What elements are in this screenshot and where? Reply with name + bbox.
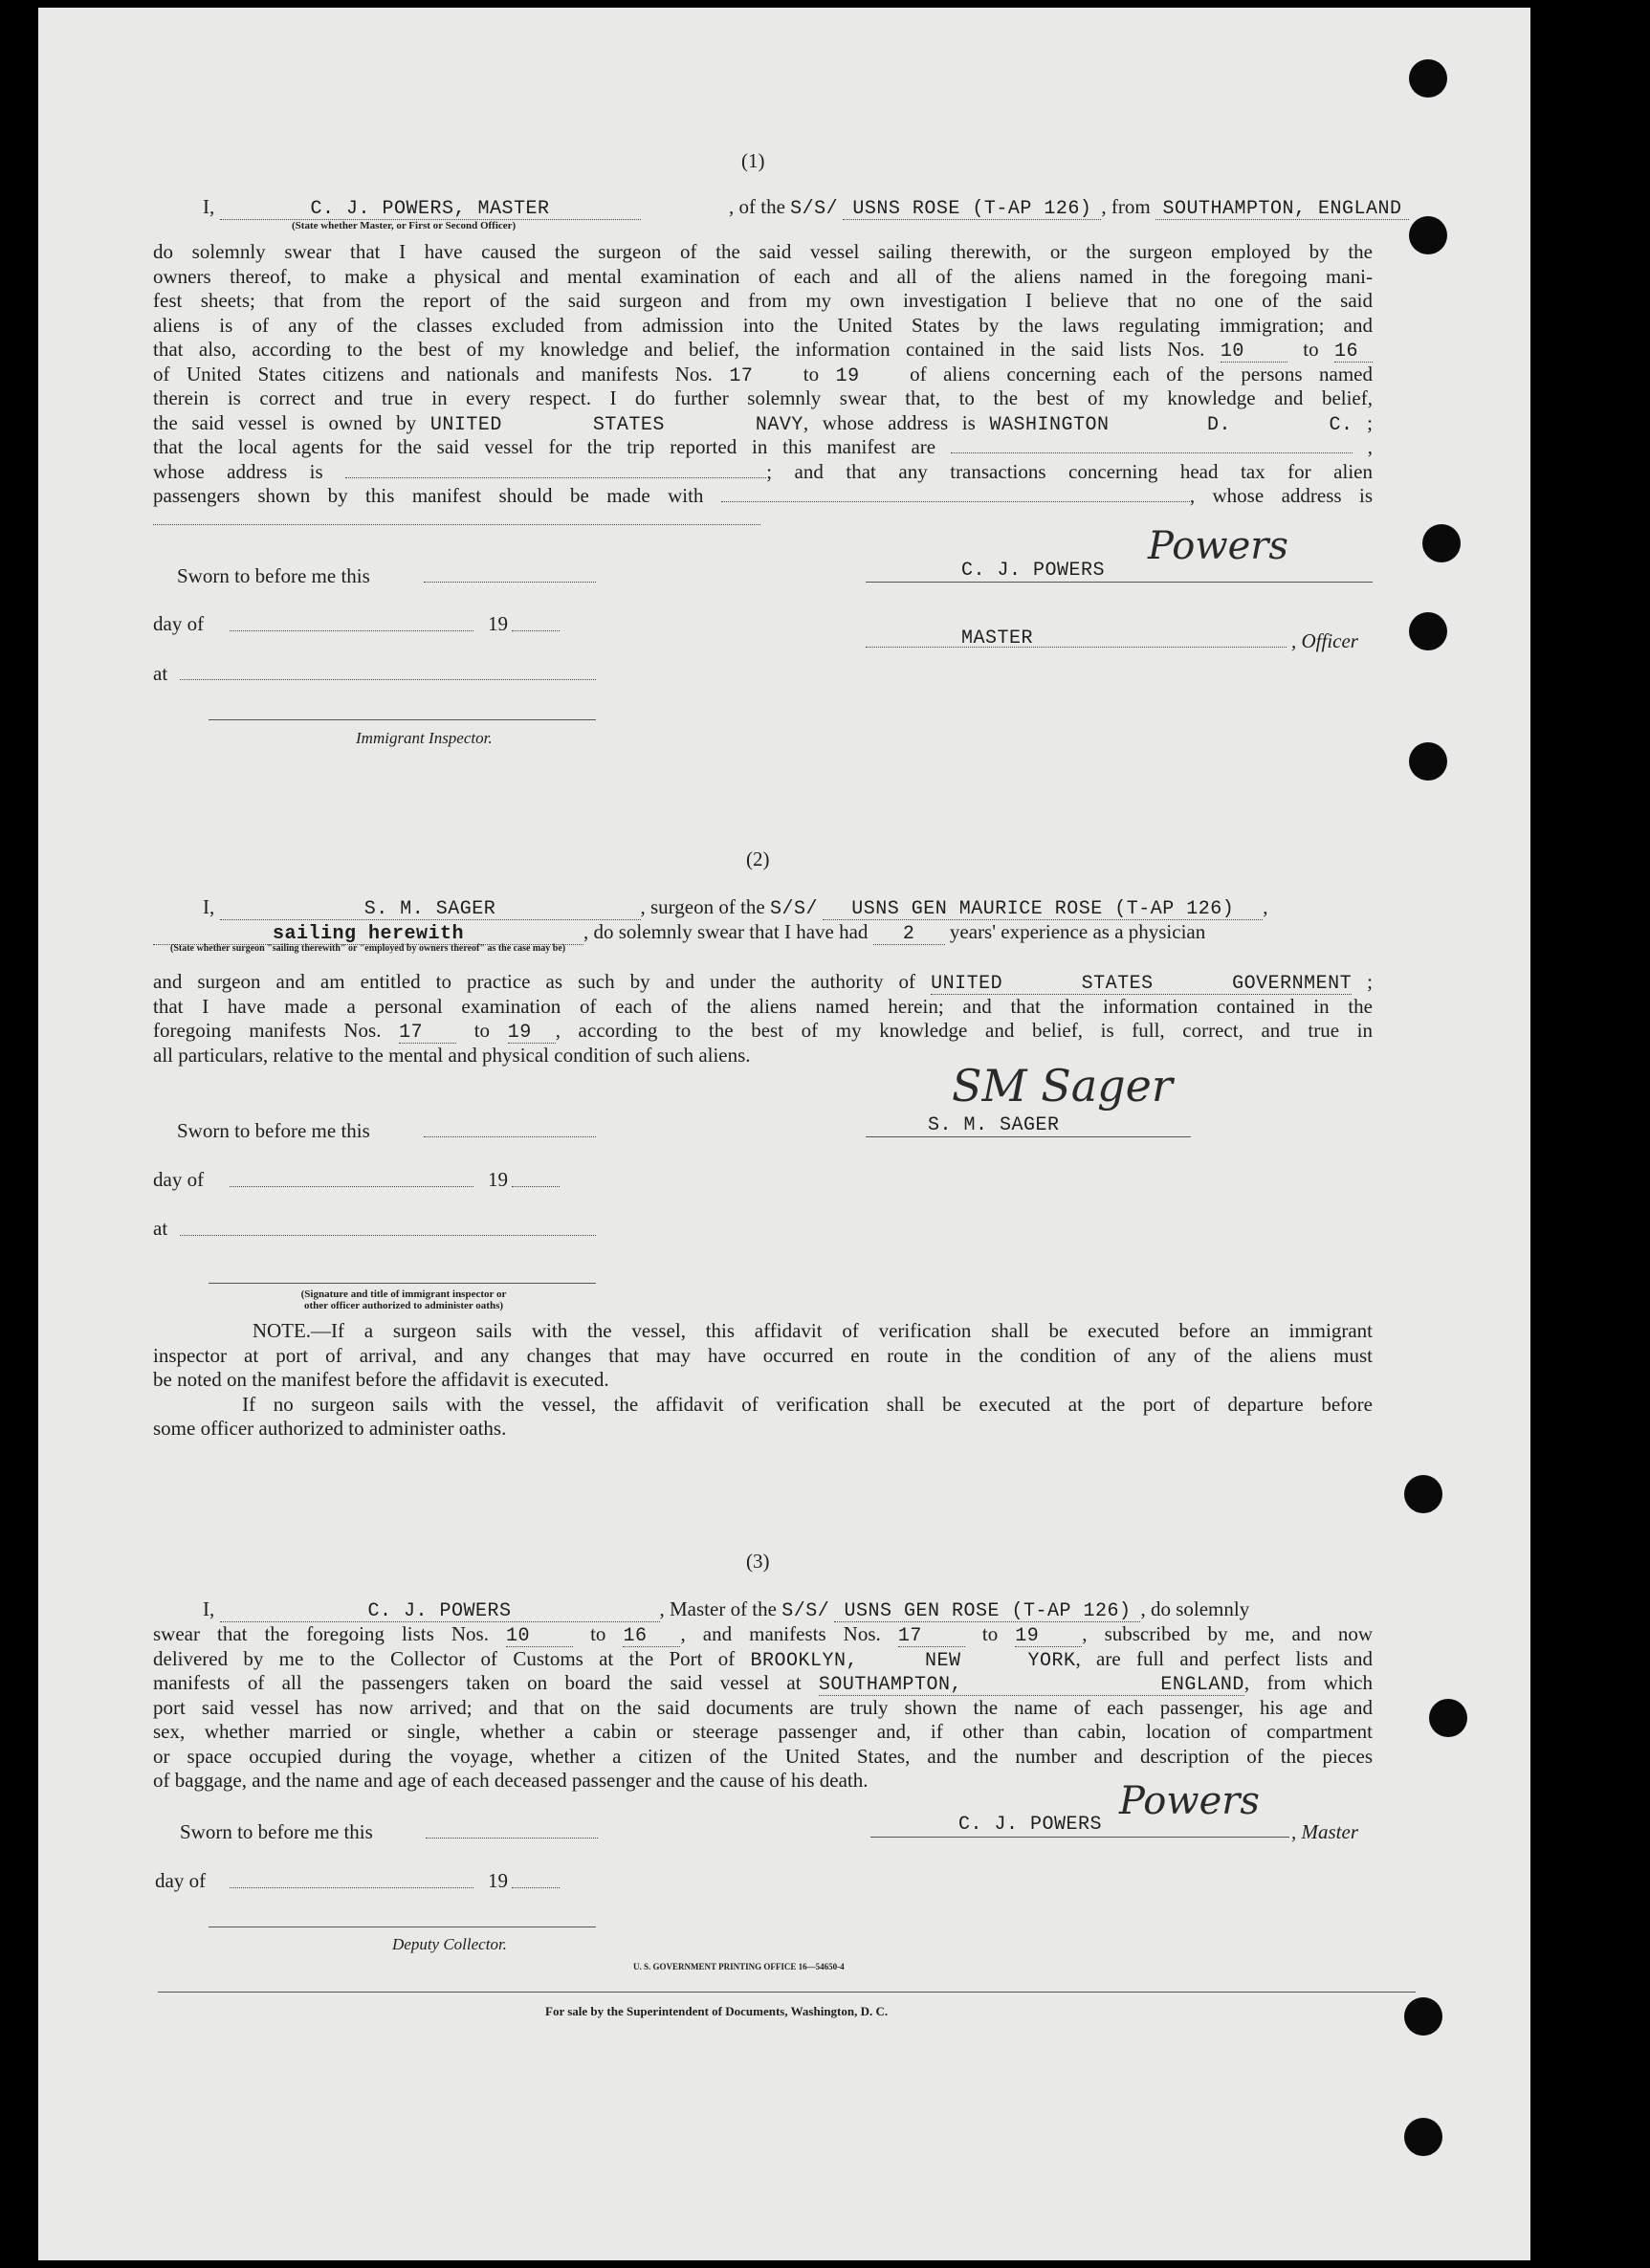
master-name: C. J. POWERS, MASTER xyxy=(220,200,641,220)
binder-hole xyxy=(1429,1699,1467,1737)
surgeon-oath-text: and surgeon and am entitled to practice as such by and under the authority of UNITED STATES GOVERNMENT ; that I have made a personal examination of each of the aliens named herein; and that the information contained in the foregoing manifests Nos. 17 to 19 , according to the best of my knowledge and belief, is full, correct, and true in all particulars, relative to the mental and physical condition of such aliens. xyxy=(153,970,1373,1067)
manifest-from: 17 xyxy=(898,1627,965,1647)
vessel-name: USNS ROSE (T-AP 126) xyxy=(843,200,1101,220)
embark-port: SOUTHAMPTON, ENGLAND xyxy=(818,1674,1244,1696)
lists-to: 16 xyxy=(623,1627,680,1647)
oath-line: I, C. J. POWERS, MASTER xyxy=(203,195,641,220)
binder-hole xyxy=(1404,1997,1442,2036)
manifest-from: 17 xyxy=(399,1024,456,1044)
inspector-label: Immigrant Inspector. xyxy=(356,729,493,747)
binder-hole xyxy=(1409,59,1447,98)
departure-port: SOUTHAMPTON, ENGLAND xyxy=(1155,200,1409,220)
surgeon-signature: SM Sager xyxy=(952,1060,1173,1112)
manifest-to: 19 xyxy=(508,1024,556,1044)
collector-oath-line: I, C. J. POWERS , Master of the S/S/ USNS GEN ROSE (T-AP 126) , do solemnly xyxy=(203,1597,1250,1622)
vessel-owner: UNITED STATES NAVY xyxy=(429,413,803,435)
day-label: day of xyxy=(153,1168,205,1191)
lists-from: 10 xyxy=(506,1627,573,1647)
section-number: (1) xyxy=(741,149,765,172)
master-signer: C. J. POWERS xyxy=(958,1814,1103,1836)
manifest-page xyxy=(38,8,1530,2260)
vessel-name: USNS GEN ROSE (T-AP 126) xyxy=(834,1602,1140,1622)
master-name: C. J. POWERS xyxy=(220,1602,660,1622)
master-rank: MASTER xyxy=(961,628,1034,650)
binder-hole xyxy=(1409,612,1447,650)
arrival-port: BROOKLYN, NEW YORK xyxy=(750,1649,1076,1671)
sailing-status: sailing herewith xyxy=(153,925,583,945)
manifest-to: 19 xyxy=(1015,1627,1082,1647)
owner-address: WASHINGTON D. C. xyxy=(989,413,1353,435)
blank-rule xyxy=(153,524,760,525)
day-label: day of xyxy=(155,1869,207,1892)
sailing-line: sailing herewith , do solemnly swear that I have had 2 years' experience as a physician xyxy=(153,920,1205,945)
vessel-name: USNS GEN MAURICE ROSE (T-AP 126) xyxy=(823,900,1263,920)
binder-hole xyxy=(1404,1475,1442,1513)
vessel-prefix: S/S/ xyxy=(790,198,839,220)
binder-hole xyxy=(1404,2118,1442,2156)
sailing-caption: (State whether surgeon "sailing therewith" or "employed by owners thereof" as the case may be) xyxy=(170,943,566,954)
master-oath-text: do solemnly swear that I have caused the surgeon of the said vessel sailing therewith, or the surgeon employed by the owners thereof, to make a physical and mental examination of each and all of the aliens named in the foregoing mani- fest sheets; that from the report of the said surgeon and from my own investigation I believe that no one of the said aliens is of any of the classes excluded from admission into the United States by the laws regulating immigration; and that also, according to the best of my knowledge and belief, the information contained in the said lists Nos. 10 to 16 of United States citizens and nationals and manifests Nos. 17 to 19 of aliens concerning each of the persons named therein is correct and true in every respect. I do further solemnly swear that, to the best of my knowledge and belief, the said vessel is owned by UNITED STATES NAVY, whose address is WASHINGTON D. C. ; that the local agents for the said vessel for the trip reported in this manifest are , whose address is ; and that any transactions concerning head tax for alien passengers shown by this manifest should be made with , whose address is xyxy=(153,240,1373,507)
binder-hole xyxy=(1409,742,1447,781)
sig-caption: (Signature and title of immigrant inspector or xyxy=(300,1288,507,1300)
master-caption: (State whether Master, or First or Second Officer) xyxy=(292,220,517,231)
sworn-label: Sworn to before me this xyxy=(177,1119,370,1142)
sale-notice: For sale by the Superintendent of Documents, Washington, D. C. xyxy=(545,2004,889,2018)
master-label: , Master xyxy=(1291,1820,1358,1843)
section-number: (2) xyxy=(746,848,770,870)
collector-label: Deputy Collector. xyxy=(392,1935,507,1953)
surgeon-signer: S. M. SAGER xyxy=(928,1114,1060,1136)
authority: UNITED STATES GOVERNMENT xyxy=(931,973,1353,995)
vessel-line: , of the S/S/ USNS ROSE (T-AP 126) , from SOUTHAMPTON, ENGLAND xyxy=(729,195,1409,221)
lists-from: 10 xyxy=(1221,342,1287,363)
sworn-label: Sworn to before me this xyxy=(180,1820,373,1843)
officer-label: , Officer xyxy=(1291,629,1358,652)
day-label: day of xyxy=(153,612,205,635)
collector-oath-text: swear that the foregoing lists Nos. 10 to 16 , and manifests Nos. 17 to 19 , subscribed by me, and now delivered by me to the Collector of Customs at the Port of BROOKLYN, NEW YORK, are full and perfect lists and manifests of all the passengers taken on board the said vessel at SOUTHAMPTON, ENGLAND, from which port said vessel has now arrived; and that on the said documents are truly shown the name of each passenger, his age and sex, whether married or single, whether a cabin or steerage passenger and, if other than cabin, location of compartment or space occupied during the voyage, whether a citizen of the United States, and the number and description of the pieces of baggage, and the name and age of each deceased passenger and the cause of his death. xyxy=(153,1622,1373,1792)
surgeon-note: NOTE.—If a surgeon sails with the vessel, this affidavit of verification shall be executed before an immigrant inspector at port of arrival, and any changes that may have occurred en route in the condition of any of the aliens must be noted on the manifest before the affidavit is executed. If no surgeon sails with the vessel, the affidavit of verification shall be executed at the port of departure before some officer authorized to administer oaths. xyxy=(153,1319,1373,1440)
year-label: 19 xyxy=(488,612,508,635)
master-signature: Powers xyxy=(1119,1779,1260,1823)
manifest-to: 19 xyxy=(836,367,893,387)
vessel-prefix: S/S/ xyxy=(781,1600,830,1622)
surgeon-oath-line: I, S. M. SAGER , surgeon of the S/S/ USNS GEN MAURICE ROSE (T-AP 126) , xyxy=(203,895,1268,920)
master-signer: C. J. POWERS xyxy=(961,560,1106,582)
surgeon-name: S. M. SAGER xyxy=(220,900,641,920)
manifest-from: 17 xyxy=(729,367,786,387)
lists-to: 16 xyxy=(1334,342,1373,363)
year-label: 19 xyxy=(488,1168,508,1191)
binder-hole xyxy=(1409,216,1447,254)
section-number: (3) xyxy=(746,1550,770,1573)
sworn-label: Sworn to before me this xyxy=(177,564,370,587)
at-label: at xyxy=(153,662,168,685)
binder-hole xyxy=(1422,524,1461,562)
sig-caption: other officer authorized to administer oaths) xyxy=(303,1300,504,1311)
years-experience: 2 xyxy=(873,925,945,945)
master-signature: Powers xyxy=(1148,524,1288,568)
printing-office: U. S. GOVERNMENT PRINTING OFFICE 16—54650-4 xyxy=(633,1962,845,1971)
at-label: at xyxy=(153,1217,168,1240)
vessel-prefix: S/S/ xyxy=(770,898,819,920)
year-label: 19 xyxy=(488,1869,508,1892)
